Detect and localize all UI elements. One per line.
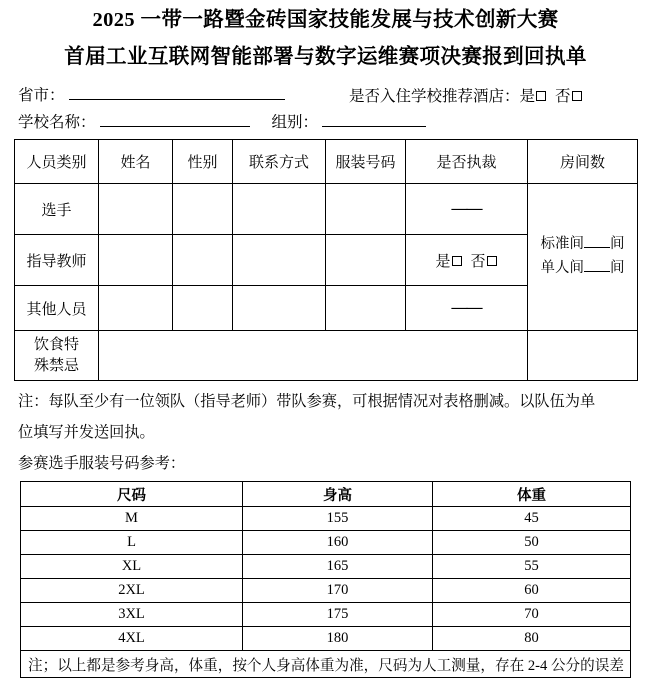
document-title-line-2: 首届工业互联网智能部署与数字运维赛项决赛报到回执单 — [64, 46, 587, 68]
dietary-label-line-1: 饮食特 — [33, 337, 79, 354]
room-count-merged-cell[interactable] — [528, 184, 638, 331]
header-is-judge: 是否执裁 — [406, 140, 528, 184]
weight-cell: 60 — [433, 579, 631, 603]
teacher-contact-cell[interactable] — [233, 235, 326, 286]
province-field-row — [18, 85, 285, 104]
weight-cell: 45 — [433, 507, 631, 531]
header-category: 人员类别 — [15, 140, 99, 184]
dash-mark: —— — [451, 299, 482, 316]
height-cell: 170 — [243, 579, 433, 603]
size-reference-heading: 参赛选手服装号码参考： — [18, 455, 186, 472]
player-contact-cell[interactable] — [233, 184, 326, 235]
player-name-cell[interactable] — [99, 184, 173, 235]
height-cell: 160 — [243, 531, 433, 555]
header-gender: 性别 — [173, 140, 233, 184]
judge-yes-checkbox[interactable] — [452, 256, 462, 266]
hotel-question-row — [349, 84, 583, 106]
dietary-room-cell[interactable] — [528, 331, 638, 381]
size-cell: 2XL — [21, 579, 243, 603]
group-label: 组别： — [271, 114, 319, 131]
size-table-footer-row — [21, 651, 631, 678]
table-row — [21, 555, 631, 579]
height-cell: 165 — [243, 555, 433, 579]
row-label-teacher: 指导教师 — [15, 235, 99, 286]
height-cell: 175 — [243, 603, 433, 627]
document-title-line-1: 2025 一带一路暨金砖国家技能发展与技术创新大赛 — [92, 9, 559, 31]
row-label-dietary — [15, 331, 99, 381]
size-header-height: 身高 — [243, 482, 433, 507]
hotel-yes-checkbox[interactable] — [536, 91, 546, 101]
hotel-question-label: 是否入住学校推荐酒店： — [349, 88, 520, 105]
weight-cell: 50 — [433, 531, 631, 555]
row-label-player: 选手 — [15, 184, 99, 235]
province-input[interactable] — [69, 85, 285, 100]
standard-room-unit: 间 — [610, 236, 625, 253]
standard-room-label: 标准间 — [540, 236, 584, 253]
group-input[interactable] — [322, 112, 426, 127]
other-contact-cell[interactable] — [233, 286, 326, 331]
size-header-size: 尺码 — [21, 482, 243, 507]
teacher-clothing-size-cell[interactable] — [326, 235, 406, 286]
other-judge-cell — [406, 286, 528, 331]
size-reference-table — [20, 481, 631, 678]
hotel-no-label: 否 — [555, 88, 571, 105]
single-room-input[interactable] — [584, 259, 610, 272]
weight-cell: 80 — [433, 627, 631, 651]
personnel-table-header-row — [15, 140, 638, 184]
other-name-cell[interactable] — [99, 286, 173, 331]
note-line-1: 注：每队至少有一位领队（指导老师）带队参赛，可根据情况对表格删减。以队伍为单 — [18, 393, 596, 410]
province-label: 省市： — [18, 87, 65, 104]
size-cell: XL — [21, 555, 243, 579]
player-gender-cell[interactable] — [173, 184, 233, 235]
other-clothing-size-cell[interactable] — [326, 286, 406, 331]
table-row — [21, 603, 631, 627]
table-row — [21, 579, 631, 603]
dash-mark: —— — [451, 200, 482, 217]
school-group-field-row — [18, 112, 426, 131]
header-clothing-size: 服装号码 — [326, 140, 406, 184]
row-label-other: 其他人员 — [15, 286, 99, 331]
height-cell: 180 — [243, 627, 433, 651]
standard-room-input[interactable] — [584, 235, 610, 248]
school-name-label: 学校名称： — [18, 114, 96, 131]
table-row-player — [15, 184, 638, 235]
header-name: 姓名 — [99, 140, 173, 184]
size-table-footer-note: 注；以上都是参考身高，体重，按个人身高体重为准，尺码为人工测量，存在 2-4 公分的误差 — [21, 651, 631, 678]
judge-yes-label: 是 — [435, 253, 451, 270]
teacher-name-cell[interactable] — [99, 235, 173, 286]
single-room-unit: 间 — [610, 260, 625, 276]
table-row — [21, 507, 631, 531]
hotel-yes-label: 是 — [519, 88, 536, 105]
size-cell: 4XL — [21, 627, 243, 651]
dietary-label-line-2: 殊禁忌 — [33, 357, 79, 374]
other-gender-cell[interactable] — [173, 286, 233, 331]
dietary-value-cell[interactable] — [99, 331, 528, 381]
size-header-weight: 体重 — [433, 482, 631, 507]
table-row — [21, 531, 631, 555]
standard-room-line — [528, 233, 637, 257]
height-cell: 155 — [243, 507, 433, 531]
size-cell: 3XL — [21, 603, 243, 627]
judge-no-checkbox[interactable] — [487, 256, 497, 266]
player-judge-cell — [406, 184, 528, 235]
single-room-label: 单人间 — [540, 260, 584, 276]
weight-cell: 55 — [433, 555, 631, 579]
judge-no-label: 否 — [470, 253, 486, 270]
teacher-judge-cell — [406, 235, 528, 286]
hotel-no-checkbox[interactable] — [572, 91, 582, 101]
player-clothing-size-cell[interactable] — [326, 184, 406, 235]
size-cell: L — [21, 531, 243, 555]
size-cell: M — [21, 507, 243, 531]
personnel-table — [14, 139, 638, 381]
note-line-2: 位填写并发送回执。 — [18, 424, 155, 441]
single-room-line — [528, 257, 637, 281]
teacher-gender-cell[interactable] — [173, 235, 233, 286]
table-row-dietary-restrictions — [15, 331, 638, 381]
table-row — [21, 627, 631, 651]
weight-cell: 70 — [433, 603, 631, 627]
size-table-header-row — [21, 482, 631, 507]
header-room-count: 房间数 — [528, 140, 638, 184]
header-contact: 联系方式 — [233, 140, 326, 184]
school-name-input[interactable] — [100, 112, 250, 127]
